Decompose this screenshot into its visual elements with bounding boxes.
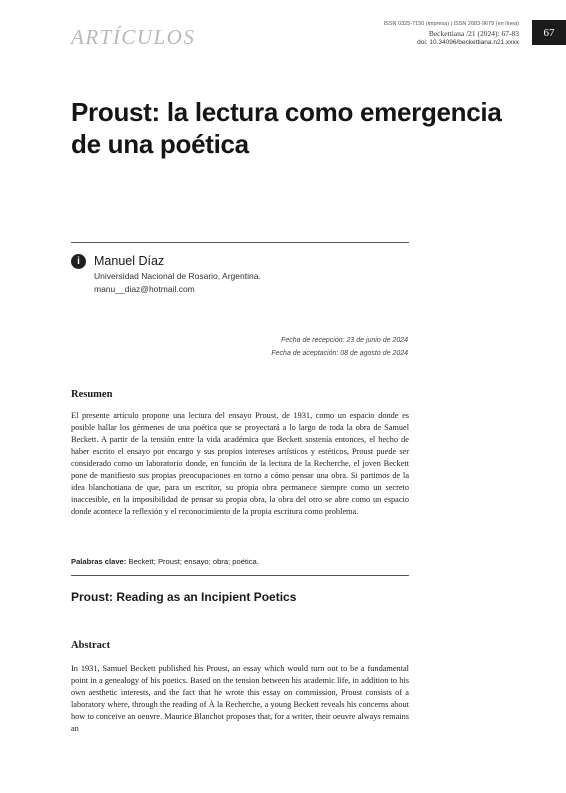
doi-link[interactable]: doi: 10.34096/beckettiana.n21.xxxx — [417, 39, 519, 46]
resumen-text: El presente artículo propone una lectura del ensayo Proust, de 1931, como un espacio donde es posible hallar los gérmenes de una poética que se proyectará a lo largo de toda la obra de Samuel Beckett. A partir de la tensión entre la vida académica que Beckett sostenía entonces, el hecho de haber escrito el ensayo por encargo y sus propios intereses artísticos y estéticos, Proust puede ser considerado como un laboratorio donde, en función de la lectura de la Recherche, el joven Beckett pone de manifiesto sus propias preocupaciones en torno a cómo pensar una obra. Si partimos de la idea blanchotiana de que, para un escritor, su propia obra permanece siempre como un secreto inaccesible, en la imposibilidad de pensar su propia obra, la obra del otro se abre como un espacio donde acontece la reflexión y el reconocimiento de la propia escritura como problema. — [71, 411, 409, 516]
abstract-text: In 1931, Samuel Beckett published his Proust, an essay which would turn out to be a fundamental point in a genealogy of his poetics. Based on the tension between his academic life, in addition to his own aesthetic interests, and the fact that he wrote this essay on commission, Proust consists of a laboratory where, through the reading of À la Recherche, a young Beckett reveals his concerns about how to conceive an oeuvre. Maurice Blanchot proposes that, for a writer, their oeuvre always remains an — [71, 664, 409, 733]
resumen-heading: Resumen — [71, 389, 113, 400]
keywords-label: Palabras clave: — [71, 557, 127, 566]
author-divider — [71, 242, 409, 243]
author-email[interactable]: manu__diaz@hotmail.com — [94, 284, 195, 294]
accepted-date: Fecha de aceptación: 08 de agosto de 2024 — [271, 350, 408, 357]
article-dates — [271, 334, 408, 360]
page-number: 67 — [532, 20, 566, 45]
english-title: Proust: Reading as an Incipient Poetics — [71, 590, 297, 604]
volume-line: Beckettiana /21 (2024): 67-83 — [428, 29, 519, 38]
keywords-divider — [71, 575, 409, 576]
issn-line: ISSN 0325-7150 (impresa) | ISSN 2683-9679 (en línea) — [383, 21, 519, 27]
article-title — [71, 96, 531, 160]
article-title-line2: de una poética — [71, 129, 249, 159]
abstract-heading: Abstract — [71, 640, 111, 651]
section-tag: ARTÍCULOS — [71, 25, 196, 49]
article-title-line1: Proust: la lectura como emergencia — [71, 97, 502, 127]
author-affiliation: Universidad Nacional de Rosario, Argentina. — [94, 271, 261, 281]
received-date: Fecha de recepción: 23 de junio de 2024 — [281, 337, 408, 344]
journal-info — [384, 20, 519, 47]
keywords — [71, 557, 259, 566]
orcid-icon[interactable]: i — [71, 254, 86, 269]
author-name: Manuel Díaz — [94, 254, 165, 268]
keywords-value: Beckett; Proust; ensayo; obra; poética. — [126, 557, 259, 566]
